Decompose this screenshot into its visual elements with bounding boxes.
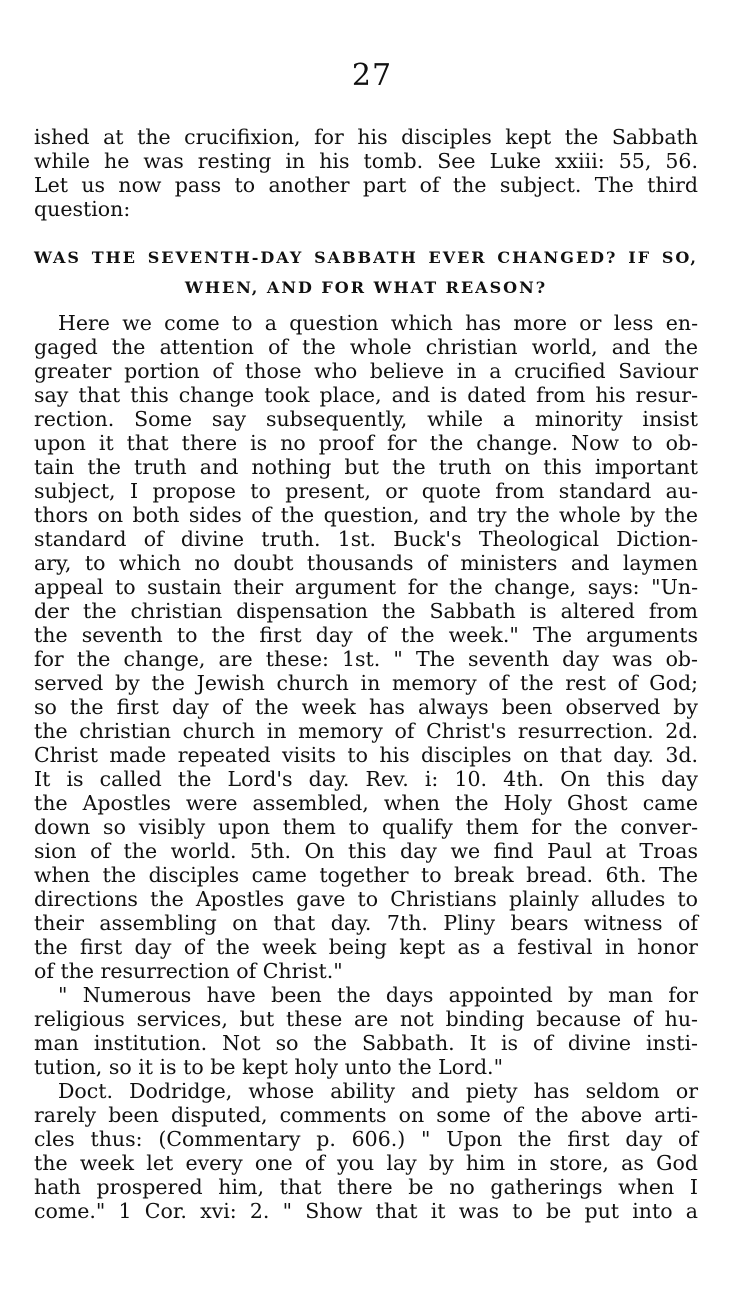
text-line: hath prospered him, that there be no gatherings when I [34,1175,698,1199]
text-line: ary, to which no doubt thousands of ministers and laymen [34,551,698,575]
text-line: when the disciples came together to break bread. 6th. The [34,863,698,887]
text-line: Here we come to a question which has more or less en- [58,311,698,335]
text-line: tution, so it is to be kept holy unto the Lord." [34,1055,504,1079]
section-heading: WHEN, AND FOR WHAT REASON? [184,278,548,297]
text-line: ished at the crucifixion, for his disciples kept the Sabbath [34,125,698,149]
text-line: " Numerous have been the days appointed by man for [58,983,698,1007]
text-line: the first day of the week being kept as a festival in honor [34,935,698,959]
text-line: for the change, are these: 1st. " The seventh day was ob- [34,647,698,671]
text-line: It is called the Lord's day. Rev. i: 10. 4th. On this day [34,767,698,791]
text-line: the christian church in memory of Christ's resurrection. 2d. [34,719,698,743]
text-line: so the first day of the week has always been observed by [34,695,698,719]
text-line: cles thus: (Commentary p. 606.) " Upon the first day of [34,1127,698,1151]
text-line: upon it that there is no proof for the change. Now to ob- [34,431,698,455]
text-line: man institution. Not so the Sabbath. It is of divine insti- [34,1031,698,1055]
text-line: subject, I propose to present, or quote from standard au- [34,479,698,503]
text-line: directions the Apostles gave to Christians plainly alludes to [34,887,698,911]
text-line: the week let every one of you lay by him in store, as God [34,1151,698,1175]
text-line: thors on both sides of the question, and try the whole by the [34,503,698,527]
text-line: served by the Jewish church in memory of the rest of God; [34,671,698,695]
text-line: greater portion of those who believe in a crucified Saviour [34,359,698,383]
text-line: while he was resting in his tomb. See Luke xxiii: 55, 56. [34,149,698,173]
text-line: come." 1 Cor. xvi: 2. " Show that it was to be put into a [34,1199,698,1223]
text-line: appeal to sustain their argument for the change, says: "Un- [34,575,698,599]
text-line: down so visibly upon them to qualify them for the conver- [34,815,698,839]
text-line: rarely been disputed, comments on some of the above arti- [34,1103,698,1127]
section-heading: WAS THE SEVENTH-DAY SABBATH EVER CHANGED? IF SO, [34,248,698,267]
text-line: say that this change took place, and is dated from his resur- [34,383,698,407]
text-line: Doct. Dodridge, whose ability and piety has seldom or [58,1079,698,1103]
text-line: rection. Some say subsequently, while a minority insist [34,407,698,431]
text-line: gaged the attention of the whole christian world, and the [34,335,698,359]
text-line: the seventh to the first day of the week." The arguments [34,623,698,647]
text-line: their assembling on that day. 7th. Pliny bears witness of [34,911,698,935]
text-line: tain the truth and nothing but the truth on this important [34,455,698,479]
text-line: question: [34,197,131,221]
text-line: Let us now pass to another part of the subject. The third [34,173,698,197]
text-line: Christ made repeated visits to his disciples on that day. 3d. [34,743,698,767]
text-line: standard of divine truth. 1st. Buck's Theological Diction- [34,527,698,551]
text-line: der the christian dispensation the Sabbath is altered from [34,599,698,623]
page-number: 27 [351,58,393,93]
text-line: the Apostles were assembled, when the Holy Ghost came [34,791,698,815]
text-line: sion of the world. 5th. On this day we find Paul at Troas [34,839,698,863]
text-line: of the resurrection of Christ." [34,959,343,983]
text-line: religious services, but these are not binding because of hu- [34,1007,698,1031]
